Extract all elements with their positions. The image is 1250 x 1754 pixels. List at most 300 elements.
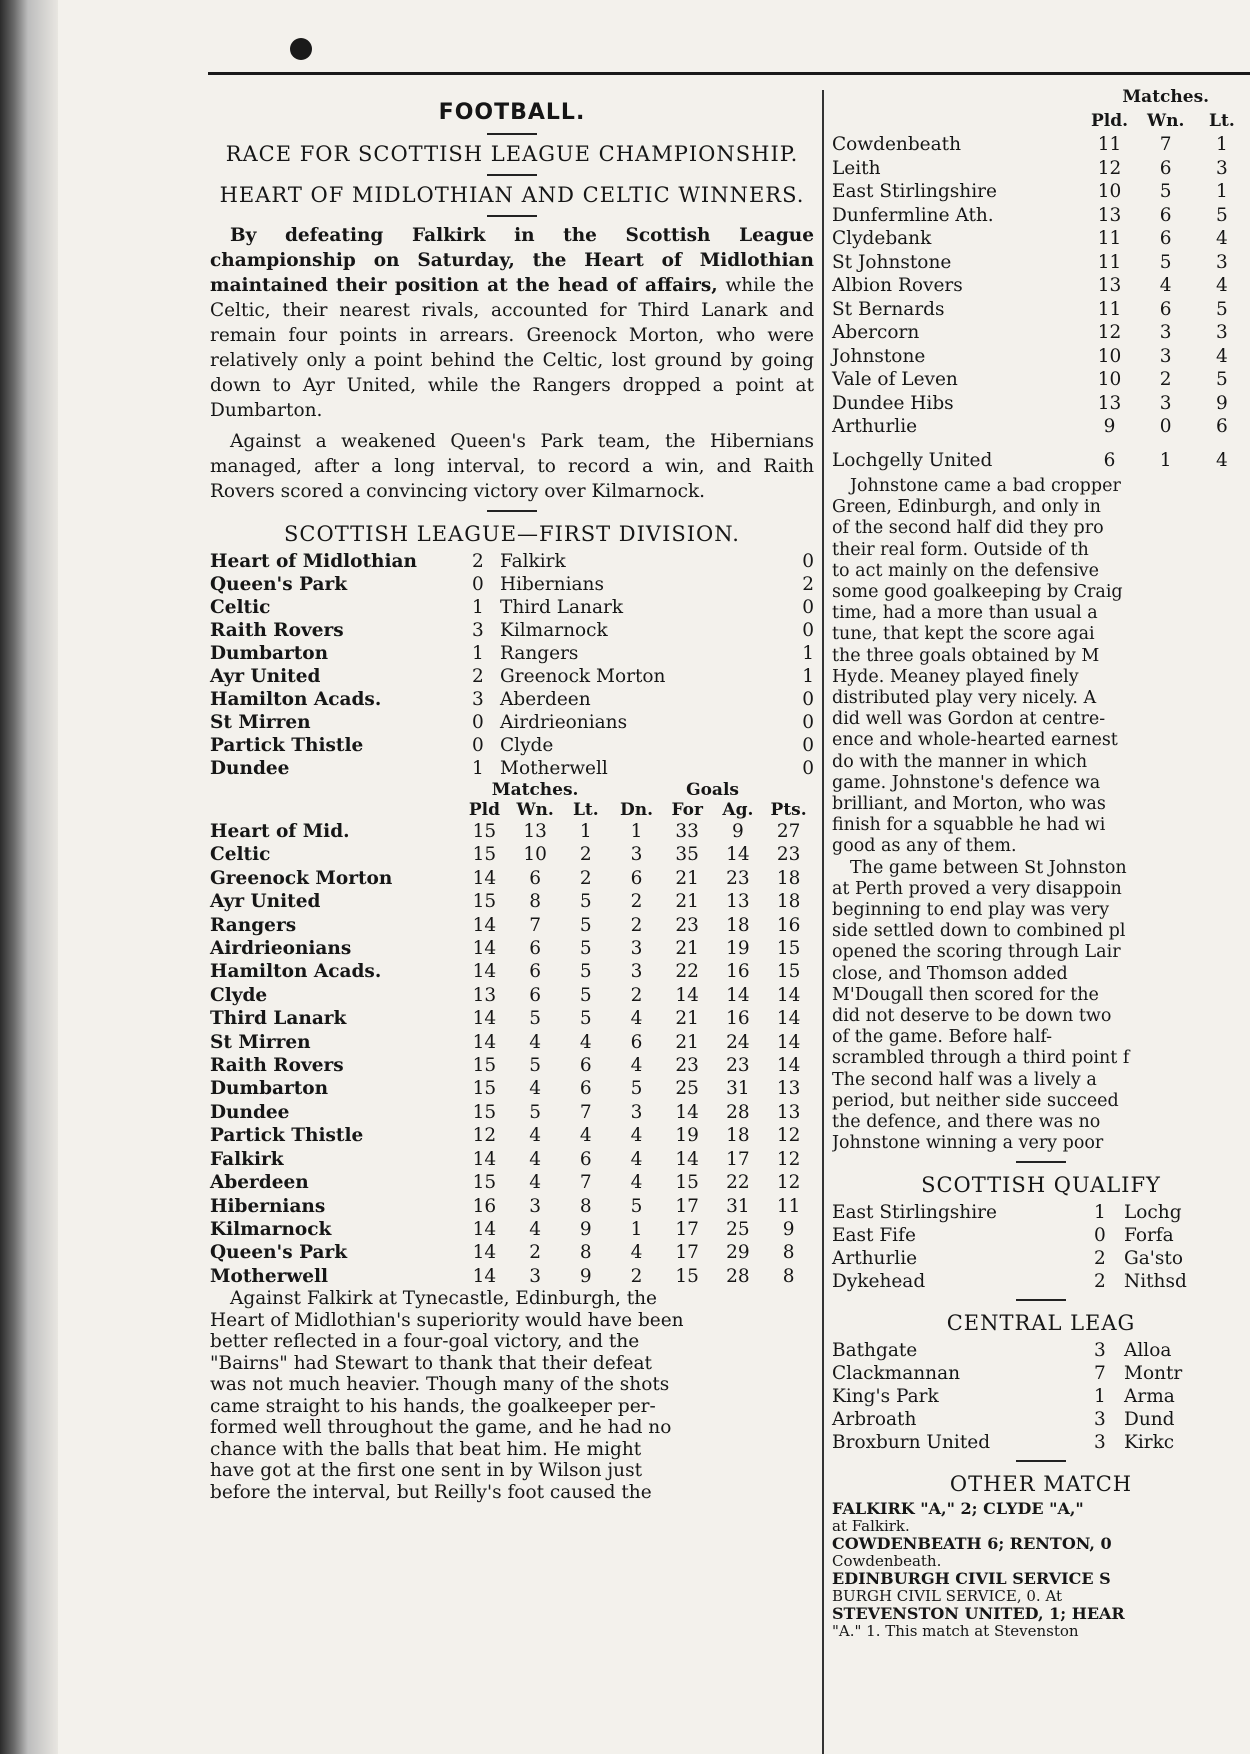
divider (487, 174, 537, 176)
table-cell: 35 (675, 844, 699, 866)
table-row (832, 298, 1250, 322)
home-team: Celtic (210, 597, 271, 618)
table-cell: 10 (1097, 369, 1122, 390)
team-name: Dundee Hibs (832, 392, 954, 414)
table-cell: 2 (579, 844, 592, 866)
table-cell: 19 (675, 1125, 699, 1147)
home-score: 3 (472, 620, 484, 641)
divider (1016, 1299, 1066, 1301)
table-cell: 8 (579, 1242, 592, 1264)
other-match (832, 1535, 1250, 1570)
table-cell: 14 (472, 867, 497, 889)
table-cell: 3 (630, 938, 643, 960)
table-cell: 1 (630, 821, 643, 842)
home-score: 0 (472, 712, 484, 733)
away-team: Ga'sto (1124, 1247, 1183, 1269)
report-line: was not much heavier. Though many of the shots (210, 1374, 670, 1396)
team-name: St Johnstone (832, 251, 952, 273)
table-cell: 4 (630, 1008, 643, 1030)
home-score: 3 (1094, 1431, 1106, 1453)
team-name: Ayr United (210, 891, 321, 913)
table-cell: 15 (776, 938, 801, 960)
table-cell: 9 (782, 1218, 795, 1240)
table-cell: 3 (1159, 392, 1172, 414)
report-line: the three goals obtained by M (832, 645, 1100, 666)
table-cell: 4 (1216, 345, 1228, 367)
table-cell: 14 (472, 1242, 497, 1264)
table-cell: 22 (675, 961, 699, 983)
report-line: to act mainly on the defensive (832, 560, 1099, 581)
report-line: Green, Edinburgh, and only in (832, 497, 1101, 518)
table-cell: 17 (675, 1242, 699, 1264)
table-cell: 14 (472, 938, 497, 960)
table-cell: 4 (630, 1242, 643, 1264)
table-cell: 4 (579, 1031, 592, 1053)
match-detail: Cowdenbeath. (832, 1551, 942, 1570)
report-line: The second half was a lively a (832, 1069, 1097, 1090)
table-cell: 3 (1216, 322, 1228, 343)
team-name: Lochgelly United (832, 449, 993, 471)
table-cell: 14 (472, 1265, 497, 1287)
report-line: period, but neither side succeed (832, 1090, 1119, 1111)
table-cell: 3 (1216, 157, 1228, 179)
table-cell: 6 (630, 1031, 643, 1053)
table-row (210, 914, 814, 937)
result-row (832, 1362, 1250, 1385)
league-table (210, 780, 814, 1288)
qualify-results (832, 1201, 1250, 1293)
table-cell: 5 (579, 891, 592, 913)
team-name: Raith Rovers (210, 1055, 344, 1077)
home-team: Arbroath (832, 1408, 917, 1430)
wn-header: Wn. (1147, 110, 1185, 131)
table-cell: 4 (529, 1031, 542, 1053)
other-title: OTHER MATCH (949, 1471, 1133, 1496)
table-cell: 4 (529, 1148, 542, 1170)
table-cell: 2 (630, 984, 643, 1006)
team-name: St Mirren (210, 1031, 311, 1053)
away-team: Motherwell (500, 758, 608, 779)
home-team: Hamilton Acads. (210, 689, 382, 710)
table-cell: 15 (472, 891, 497, 913)
matches-header: Matches. (1122, 87, 1210, 107)
table-row (210, 843, 814, 866)
table-cell: 13 (1097, 204, 1122, 226)
team-name: Dumbarton (210, 1078, 329, 1100)
table-cell: 1 (1159, 449, 1172, 471)
home-score: 1 (472, 597, 484, 618)
report-line: do with the manner in which (832, 751, 1088, 772)
table-cell: 4 (529, 1078, 542, 1100)
report-line: time, had a more than usual a (832, 603, 1098, 624)
table-cell: 6 (529, 867, 542, 889)
table-cell: 33 (675, 821, 699, 842)
table-cell: 2 (630, 914, 643, 936)
table-row (832, 345, 1250, 369)
table-cell: 21 (675, 867, 699, 889)
table-cell: 5 (1159, 181, 1172, 202)
table-cell: 5 (1216, 298, 1228, 320)
team-name: Falkirk (210, 1148, 284, 1170)
table-row (832, 180, 1250, 204)
team-name: Clydebank (832, 228, 932, 249)
home-team: Queen's Park (210, 574, 348, 595)
team-name: Greenock Morton (210, 867, 393, 889)
home-team: St Mirren (210, 712, 311, 733)
subheading: RACE FOR SCOTTISH LEAGUE CHAMPIONSHIP. (225, 142, 799, 166)
table-cell: 4 (630, 1148, 643, 1170)
report-line: their real form. Outside of th (832, 539, 1089, 560)
table-cell: 1 (579, 821, 592, 842)
second-division-table (832, 86, 1250, 439)
match-detail: "A." 1. This match at Stevenston (832, 1621, 1079, 1640)
table-row (210, 1265, 814, 1288)
table-cell: 15 (472, 1078, 497, 1100)
table-cell: 9 (579, 1265, 592, 1287)
team-name: Arthurlie (832, 416, 918, 437)
team-name: Queen's Park (210, 1242, 348, 1264)
table-cell: 6 (529, 938, 542, 960)
table-cell: 1 (1216, 181, 1228, 202)
table-cell: 4 (630, 1055, 643, 1077)
team-name: East Stirlingshire (832, 181, 997, 202)
team-name: Kilmarnock (210, 1218, 332, 1240)
table-row (210, 937, 814, 960)
table-cell: 5 (579, 984, 592, 1006)
table-cell: 14 (726, 984, 750, 1006)
table-cell: 21 (675, 891, 699, 913)
table-row (210, 1101, 814, 1124)
table-cell: 11 (1097, 228, 1122, 249)
result-row (210, 665, 814, 688)
table-cell: 9 (1103, 416, 1116, 437)
match-title: FALKIRK "A," 2; CLYDE "A," (832, 1499, 1084, 1518)
central-results (832, 1339, 1250, 1454)
result-row (210, 619, 814, 642)
table-cell: 7 (579, 1172, 592, 1194)
home-team: Ayr United (210, 666, 321, 687)
table-cell: 5 (1159, 251, 1172, 273)
intro-rest: while the Celtic, their nearest rivals, accounted for Third Lanark and remain four points in arrears. Greenock Morton, who were relatively only a point behind the Celtic, lost ground by going down to Ayr United, while the Rangers dropped a point at Dumbarton. (210, 275, 814, 421)
table-cell: 14 (472, 961, 497, 983)
result-row (210, 711, 814, 734)
result-row (832, 1385, 1250, 1408)
away-team: Airdrieonians (500, 712, 628, 733)
report-line: the defence, and there was no (832, 1112, 1101, 1133)
match-detail: BURGH CIVIL SERVICE, 0. At (832, 1586, 1063, 1605)
table-row (210, 1124, 814, 1147)
home-score: 1 (1094, 1385, 1106, 1407)
table-cell: 27 (776, 821, 801, 842)
table-cell: 2 (630, 891, 643, 913)
home-team: Clackmannan (832, 1362, 961, 1384)
headline: HEART OF MIDLOTHIAN AND CELTIC WINNERS. (219, 183, 805, 207)
table-cell: 16 (776, 914, 801, 936)
result-row (832, 1339, 1250, 1362)
other-match (832, 1500, 1250, 1535)
divider (487, 133, 537, 135)
team-name: Cowdenbeath (832, 134, 962, 155)
table-cell: 10 (523, 844, 547, 866)
result-row (210, 573, 814, 596)
table-cell: 5 (579, 961, 592, 983)
table-cell: 19 (726, 938, 750, 960)
table-cell: 10 (1097, 181, 1122, 202)
table-cell: 31 (726, 1078, 750, 1100)
table-cell: 15 (675, 1172, 699, 1194)
table-row (210, 1195, 814, 1218)
team-name: Hamilton Acads. (210, 961, 382, 983)
table-row (210, 1218, 814, 1241)
away-team: Kilmarnock (500, 620, 608, 641)
table-cell: 12 (776, 1172, 801, 1194)
table-cell: 14 (472, 914, 497, 936)
table-cell: 23 (675, 914, 699, 936)
table-cell: 8 (782, 1265, 795, 1287)
home-score: 0 (472, 574, 484, 595)
table-cell: 6 (529, 984, 542, 1006)
table-cell: 9 (1216, 392, 1228, 414)
table-cell: 15 (472, 821, 497, 842)
table-cell: 14 (776, 1031, 801, 1053)
table-cell: 14 (776, 1008, 801, 1030)
table-cell: 18 (726, 1125, 750, 1147)
table-cell: 4 (1216, 449, 1228, 471)
team-name: Third Lanark (210, 1008, 347, 1030)
qualify-title: SCOTTISH QUALIFY (921, 1172, 1161, 1197)
team-name: Partick Thistle (210, 1125, 364, 1147)
table-cell: 14 (472, 1008, 497, 1030)
away-score: 0 (802, 758, 814, 779)
table-cell: 6 (1103, 449, 1116, 471)
home-team: Broxburn United (832, 1431, 991, 1453)
report-line: did not deserve to be down two (832, 1006, 1112, 1027)
home-score: 7 (1094, 1362, 1106, 1384)
table-cell: 28 (726, 1265, 750, 1287)
result-row (210, 688, 814, 711)
table-cell: 3 (1159, 345, 1172, 367)
divider (1016, 1161, 1066, 1163)
away-team: Falkirk (500, 551, 566, 572)
divider (487, 215, 537, 217)
result-row (832, 1224, 1250, 1247)
table-cell: 29 (726, 1242, 750, 1264)
away-team: Rangers (500, 643, 579, 664)
matches-header: Matches. (491, 780, 579, 800)
table-cell: 23 (776, 844, 801, 866)
away-score: 0 (802, 551, 814, 572)
team-name: Airdrieonians (210, 938, 352, 960)
table-cell: 13 (1097, 392, 1122, 414)
home-score: 1 (1094, 1201, 1106, 1223)
away-team: Third Lanark (500, 597, 624, 618)
team-name: Abercorn (832, 322, 920, 343)
table-row (832, 133, 1250, 157)
away-score: 0 (802, 735, 814, 756)
page-binding-edge (0, 0, 58, 1754)
table-cell: 3 (529, 1265, 542, 1287)
away-team: Greenock Morton (500, 666, 666, 687)
home-score: 0 (1094, 1224, 1106, 1246)
report-line: beginning to end play was very (832, 900, 1110, 921)
table-cell: 11 (1097, 134, 1122, 155)
table-cell: 9 (579, 1218, 592, 1240)
away-score: 1 (802, 643, 814, 664)
section-heading: FOOTBALL. (438, 100, 586, 125)
team-name: Motherwell (210, 1265, 329, 1287)
home-team: Dumbarton (210, 643, 329, 664)
table-row (210, 867, 814, 890)
intro-paragraph (210, 223, 814, 423)
away-team: Montr (1124, 1362, 1183, 1384)
table-cell: 18 (776, 867, 801, 889)
report-line: distributed play very nicely. A (832, 688, 1097, 709)
team-name: Dundee (210, 1101, 290, 1123)
table-cell: 15 (472, 1055, 497, 1077)
table-cell: 18 (776, 891, 801, 913)
table-cell: 14 (675, 1101, 699, 1123)
table-cell: 13 (472, 984, 497, 1006)
team-name: Vale of Leven (832, 369, 958, 390)
table-cell: 14 (675, 1148, 699, 1170)
table-cell: 31 (726, 1195, 750, 1217)
away-score: 0 (802, 597, 814, 618)
report-line: Johnstone winning a very poor (832, 1133, 1104, 1154)
result-row (832, 1408, 1250, 1431)
table-cell: 6 (1159, 228, 1172, 249)
report-line: finish for a squabble he had wi (832, 815, 1106, 836)
match-title: COWDENBEATH 6; RENTON, 0 (832, 1534, 1112, 1553)
report-line: game. Johnstone's defence wa (832, 772, 1101, 793)
table-cell: 5 (630, 1195, 643, 1217)
table-cell: 23 (726, 867, 750, 889)
table-cell: 3 (630, 1101, 643, 1123)
home-team: Heart of Midlothian (210, 551, 417, 572)
away-team: Lochg (1124, 1201, 1182, 1223)
table-cell: 16 (726, 1008, 750, 1030)
home-score: 2 (1094, 1270, 1106, 1292)
table-cell: 12 (1097, 157, 1122, 179)
team-name: Albion Rovers (832, 275, 963, 296)
goals-header: Goals (686, 780, 739, 800)
divider (1016, 1460, 1066, 1462)
home-team: Dundee (210, 758, 290, 779)
report-line: did well was Gordon at centre- (832, 709, 1106, 730)
table-cell: 6 (579, 1148, 592, 1170)
report-line: brilliant, and Morton, who was (832, 794, 1106, 815)
report-line: formed well throughout the game, and he had no (210, 1417, 672, 1439)
match-report (210, 1288, 814, 1503)
table-cell: 6 (529, 961, 542, 983)
home-team: Raith Rovers (210, 620, 344, 641)
table-row (832, 157, 1250, 181)
table-cell: 6 (579, 1078, 592, 1100)
table-cell: 5 (579, 1008, 592, 1030)
report-line: came straight to his hands, the goalkeeper per- (210, 1395, 656, 1417)
report-line: Hyde. Meaney played finely (832, 666, 1079, 687)
report-line: before the interval, but Reilly's foot caused the (210, 1481, 652, 1503)
result-row (210, 596, 814, 619)
table-cell: 5 (1216, 204, 1228, 226)
home-score: 1 (472, 643, 484, 664)
table-cell: 13 (726, 891, 750, 913)
table-cell: 8 (579, 1195, 592, 1217)
pld-header: Pld (468, 800, 500, 820)
table-cell: 2 (579, 867, 592, 889)
table-cell: 3 (529, 1195, 542, 1217)
table-row (832, 227, 1250, 251)
table-cell: 22 (726, 1172, 750, 1194)
table-cell: 4 (579, 1125, 592, 1147)
table-cell: 15 (472, 1101, 497, 1123)
team-name: Leith (832, 157, 881, 179)
result-row (832, 1431, 1250, 1454)
report-line: have got at the first one sent in by Wilson just (210, 1460, 643, 1482)
table-cell: 14 (472, 1031, 497, 1053)
home-team: Dykehead (832, 1270, 926, 1292)
table-cell: 3 (1159, 322, 1172, 343)
table-row (210, 1054, 814, 1077)
table-cell: 25 (675, 1078, 699, 1100)
table-cell: 11 (1097, 298, 1122, 320)
result-row (210, 550, 814, 573)
table-cell: 14 (472, 1148, 497, 1170)
table-cell: 5 (630, 1078, 643, 1100)
top-rule (208, 72, 1250, 75)
pts-header: Pts. (770, 800, 807, 820)
table-cell: 5 (579, 914, 592, 936)
table-cell: 15 (776, 961, 801, 983)
home-team: East Fife (832, 1224, 916, 1246)
home-score: 2 (1094, 1247, 1106, 1269)
column-divider (822, 90, 824, 1754)
table-cell: 4 (630, 1125, 643, 1147)
pld-header: Pld. (1091, 110, 1129, 131)
table-cell: 17 (675, 1195, 699, 1217)
table-cell: 1 (1216, 134, 1228, 155)
table-cell: 21 (675, 1031, 699, 1053)
table-cell: 17 (726, 1148, 750, 1170)
table-row (832, 368, 1250, 392)
table-cell: 2 (1159, 369, 1172, 390)
table-cell: 15 (472, 1172, 497, 1194)
table-row (832, 274, 1250, 298)
report-line: close, and Thomson added (832, 963, 1068, 984)
report-line: Against Falkirk at Tynecastle, Edinburgh, the (230, 1288, 657, 1310)
table-cell: 13 (776, 1101, 801, 1123)
table-cell: 8 (782, 1242, 795, 1264)
table-cell: 14 (776, 1055, 801, 1077)
table-cell: 15 (675, 1265, 699, 1287)
right-match-report (832, 476, 1250, 1155)
table-cell: 0 (1159, 416, 1172, 437)
team-name: Hibernians (210, 1195, 326, 1217)
punch-hole (290, 38, 312, 60)
match-detail: at Falkirk. (832, 1516, 910, 1535)
table-cell: 7 (579, 1101, 592, 1123)
table-cell: 5 (1216, 369, 1228, 390)
away-team: Hibernians (500, 574, 604, 595)
table-cell: 2 (529, 1242, 542, 1264)
table-cell: 28 (726, 1101, 750, 1123)
table-cell: 23 (726, 1055, 750, 1077)
table-cell: 9 (731, 821, 744, 842)
home-score: 1 (472, 758, 484, 779)
table-cell: 18 (726, 914, 750, 936)
report-line: of the game. Before half- (832, 1027, 1053, 1048)
table-cell: 3 (630, 844, 643, 866)
home-team: Partick Thistle (210, 735, 364, 756)
